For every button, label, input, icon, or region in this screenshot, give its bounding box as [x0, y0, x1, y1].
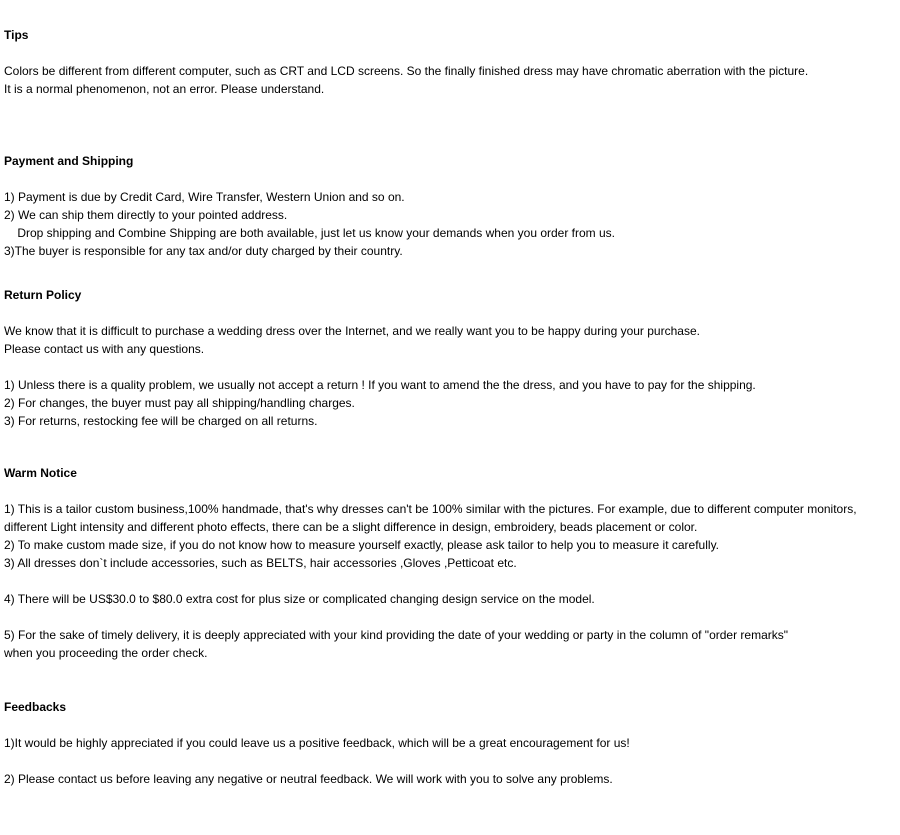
- tips-text-line: Colors be different from different computer, such as CRT and LCD screens. So the finally finished dress may have chromatic aberration with the picture.: [4, 64, 809, 78]
- warm-notice-item: 2) To make custom made size, if you do not know how to measure yourself exactly, please ask tailor to help you to measure it carefully.: [4, 538, 720, 552]
- payment-shipping-heading: Payment and Shipping: [4, 154, 134, 168]
- return-policy-intro-line: We know that it is difficult to purchase a wedding dress over the Internet, and we really want you to be happy during your purchase.: [4, 324, 700, 338]
- return-policy-item: 2) For changes, the buyer must pay all shipping/handling charges.: [4, 396, 355, 410]
- return-policy-intro-line: Please contact us with any questions.: [4, 342, 205, 356]
- warm-notice-heading: Warm Notice: [4, 466, 77, 480]
- payment-shipping-item: Drop shipping and Combine Shipping are both available, just let us know your demands when you order from us.: [4, 226, 616, 240]
- payment-shipping-item: 1) Payment is due by Credit Card, Wire Transfer, Western Union and so on.: [4, 190, 405, 204]
- return-policy-item: 1) Unless there is a quality problem, we usually not accept a return ! If you want to amend the the dress, and you have to pay for the shipping.: [4, 378, 756, 392]
- feedbacks-heading: Feedbacks: [4, 700, 67, 714]
- warm-notice-item: different Light intensity and different photo effects, there can be a slight difference in design, embroidery, beads placement or color.: [4, 520, 698, 534]
- tips-heading: Tips: [4, 28, 29, 42]
- payment-shipping-item: 3)The buyer is responsible for any tax and/or duty charged by their country.: [4, 244, 403, 258]
- warm-notice-item: 1) This is a tailor custom business,100% handmade, that's why dresses can't be 100% similar with the pictures. For example, due to different computer monitors,: [4, 502, 857, 516]
- return-policy-item: 3) For returns, restocking fee will be charged on all returns.: [4, 414, 318, 428]
- warm-notice-item: 5) For the sake of timely delivery, it is deeply appreciated with your kind providing the date of your wedding or party in the column of "order remarks": [4, 628, 789, 642]
- return-policy-heading: Return Policy: [4, 288, 82, 302]
- feedbacks-item: 2) Please contact us before leaving any negative or neutral feedback. We will work with you to solve any problems.: [4, 772, 613, 786]
- feedbacks-item: 1)It would be highly appreciated if you could leave us a positive feedback, which will be a great encouragement for us!: [4, 736, 630, 750]
- warm-notice-item: 3) All dresses don`t include accessories, such as BELTS, hair accessories ,Gloves ,Petticoat etc.: [4, 556, 517, 570]
- tips-text-line: It is a normal phenomenon, not an error. Please understand.: [4, 82, 325, 96]
- payment-shipping-item: 2) We can ship them directly to your pointed address.: [4, 208, 288, 222]
- warm-notice-item: when you proceeding the order check.: [4, 646, 208, 660]
- warm-notice-item: 4) There will be US$30.0 to $80.0 extra cost for plus size or complicated changing design service on the model.: [4, 592, 595, 606]
